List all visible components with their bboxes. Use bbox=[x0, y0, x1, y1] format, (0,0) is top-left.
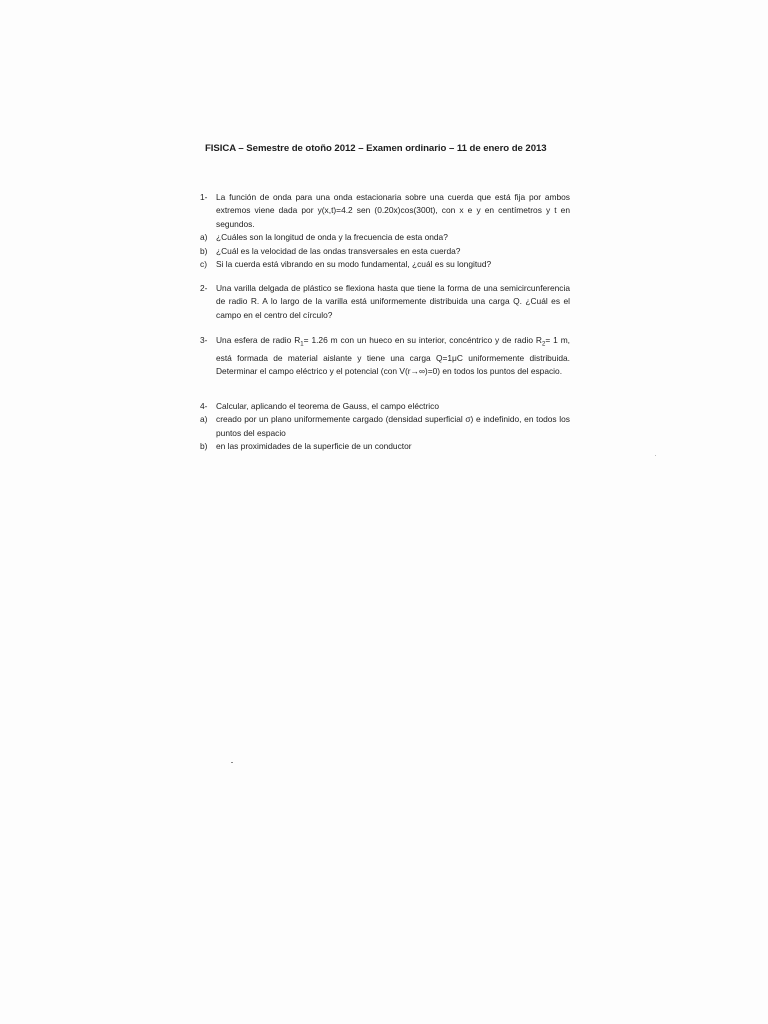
subitem-text: ¿Cuál es la velocidad de las ondas transversales en esta cuerda? bbox=[216, 245, 461, 256]
subitem-label: c) bbox=[200, 259, 207, 270]
scan-speck bbox=[231, 762, 233, 763]
subitem bbox=[200, 245, 570, 258]
question-4 bbox=[200, 400, 570, 454]
subscript: 2 bbox=[541, 341, 546, 348]
subitem-text: Si la cuerda está vibrando en su modo fundamental, ¿cuál es su longitud? bbox=[216, 259, 492, 270]
subitem bbox=[200, 440, 570, 453]
exam-title: FISICA – Semestre de otoño 2012 – Examen ordinario – 11 de enero de 2013 bbox=[205, 143, 547, 154]
question-text-part: = 1 m, está formada de material aislante y tiene una carga Q=1μC uniformemente distribuida. Determinar el campo eléctrico y el potencial (con V(r→∞)=0) en todos los puntos del espacio. bbox=[216, 335, 570, 377]
question-number: 2- bbox=[200, 283, 208, 293]
question-text bbox=[216, 334, 570, 379]
scan-speck bbox=[655, 455, 656, 456]
question-text: Calcular, aplicando el teorema de Gauss, el campo eléctrico bbox=[216, 401, 439, 411]
question-1 bbox=[200, 191, 570, 271]
subitem bbox=[200, 413, 570, 440]
question-text: Una varilla delgada de plástico se flexiona hasta que tiene la forma de una semicircunferencia de radio R. A lo largo de la varilla está uniformemente distribuida una carga Q. ¿Cuál es el campo en el centro del círculo? bbox=[216, 283, 570, 320]
question-number: 4- bbox=[200, 401, 208, 411]
question-number: 3- bbox=[200, 335, 208, 345]
subitem-text: en las proximidades de la superficie de un conductor bbox=[216, 441, 412, 452]
question-number: 1- bbox=[200, 192, 208, 202]
subitem-label: b) bbox=[200, 245, 208, 256]
question-text-part: = 1.26 m con un hueco en su interior, concéntrico y de radio R bbox=[303, 335, 542, 345]
subscript: 1 bbox=[300, 341, 304, 348]
subitem-label: b) bbox=[200, 441, 208, 452]
subitem-label: a) bbox=[200, 232, 208, 243]
question-text-part: Una esfera de radio R bbox=[216, 335, 301, 345]
question-text: La función de onda para una onda estacionaria sobre una cuerda que está fija por ambos extremos viene dada por y(x,t)=4.2 sen (0.20x)cos(300t), con x e y en centímetros y t en segundos. bbox=[216, 192, 570, 229]
question-3 bbox=[200, 334, 570, 379]
subitem bbox=[200, 258, 570, 271]
subitem-text: ¿Cuáles son la longitud de onda y la frecuencia de esta onda? bbox=[216, 232, 448, 243]
subitem-text: creado por un plano uniformemente cargado (densidad superficial σ) e indefinido, en todos los puntos del espacio bbox=[216, 414, 570, 438]
subitem bbox=[200, 231, 570, 244]
question-2 bbox=[200, 282, 570, 322]
subitem-label: a) bbox=[200, 414, 208, 425]
